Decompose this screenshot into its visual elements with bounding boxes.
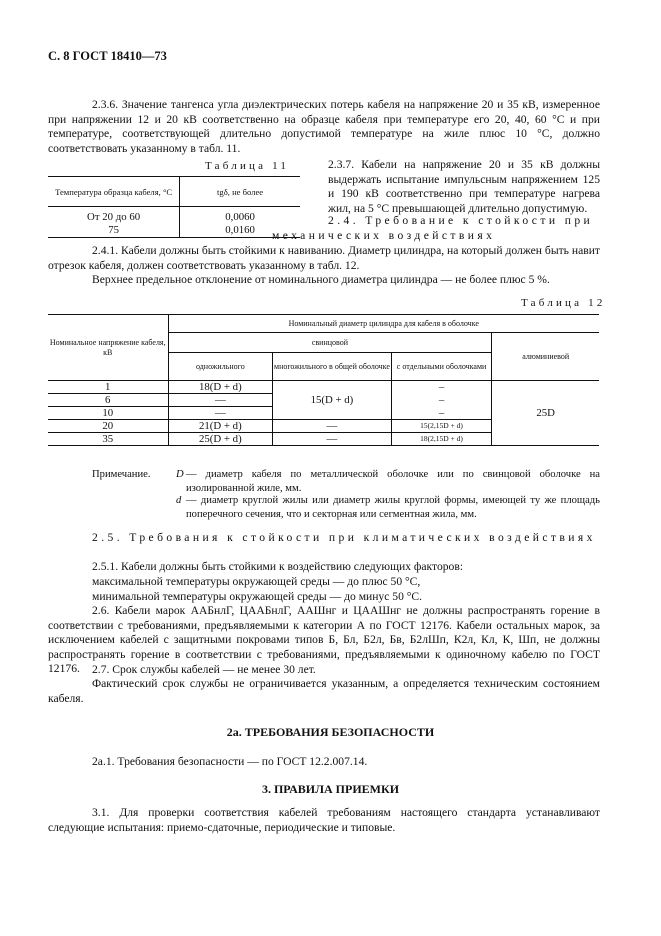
table-12-multi: — (273, 433, 392, 446)
table-12-separate: 18(2,15D + d) (391, 433, 492, 446)
section-2-4-heading: 2.4. Требование к стойкости при механических воздействиях (272, 214, 594, 242)
paragraph-2-5-1-max: максимальной температуры окружающей среды — до плюс 50 °С, (92, 575, 421, 588)
table-11-header-tg: tgδ, не более (217, 186, 264, 197)
paragraph-2-7-extra: Фактический срок службы не ограничивается указанным, а определяется техническим состоянием кабеля. (48, 677, 600, 705)
table-11-caption: Таблица 11 (205, 160, 290, 172)
table-12-single: 18(D + d) (168, 381, 273, 394)
paragraph-2-4-1-tolerance: Верхнее предельное отклонение от номинального диаметра цилиндра — не более плюс 5 %. (92, 273, 550, 286)
note-label: Примечание. (92, 469, 151, 480)
table-12-single: 25(D + d) (168, 433, 273, 446)
paragraph-2-3-6: 2.3.6. Значение тангенса угла диэлектрических потерь кабеля на напряжение 20 и 35 кВ, измеренное при напряжении 12 и 20 кВ соответственно на образце кабеля при температуре его 20, 40, 60 °С и при температуре, соответствующей длительно допустимой температуре на жиле плюс 10 °С, должно соответствовать указанному в табл. 11. (48, 98, 600, 155)
section-3-title: 3. ПРАВИЛА ПРИЕМКИ (261, 782, 400, 796)
table-12-separate: – (391, 381, 492, 394)
paragraph-2a-1: 2а.1. Требования безопасности — по ГОСТ 12.2.007.14. (92, 755, 368, 768)
note-symbol-d-cap: D (176, 469, 184, 480)
table-11-cell: От 20 до 60 (48, 207, 180, 224)
table-11-cell: 75 (48, 223, 180, 237)
table-12-voltage: 6 (48, 394, 168, 407)
table-12-single: 21(D + d) (168, 420, 273, 433)
section-2a-title: 2а. ТРЕБОВАНИЯ БЕЗОПАСНОСТИ (226, 725, 435, 739)
table-12-voltage: 10 (48, 407, 168, 420)
note-d-cap: — диаметр кабеля по металлической оболочке или по свинцовой оболочке на изолированной жиле, мм. (186, 469, 600, 494)
paragraph-2-5-1-min: минимальной температуры окружающей среды — до минус 50 °С. (92, 590, 423, 603)
table-12-voltage: 20 (48, 420, 168, 433)
table-12-header-multi: многожильного в общей оболочке (273, 353, 392, 381)
paragraph-2-4-1: 2.4.1. Кабели должны быть стойкими к навиванию. Диаметр цилиндра, на который должен быть навит отрезок кабеля, должен соответствовать указанному в табл. 12. (48, 244, 600, 272)
section-2-5-heading: 2.5. Требования к стойкости при климатических воздействиях (92, 531, 596, 544)
table-12-header-lead: свинцовой (168, 333, 492, 353)
table-12-header-single: одножильного (168, 353, 273, 381)
page-header: С. 8 ГОСТ 18410—73 (48, 49, 167, 63)
table-11-cell: 0,0060 (225, 211, 255, 223)
table-12-single: — (168, 407, 273, 420)
table-12-caption: Таблица 12 (521, 297, 606, 309)
table-12-multi: — (273, 420, 392, 433)
paragraph-2-6: 2.6. Кабели марок ААБнлГ, ЦААБнлГ, ААШнг и ЦААШнг не должны распространять горение в соответствии с требованиями, предъявляемыми к категории А по ГОСТ 12176. Кабели остальных марок, за исключением кабелей с защитными покровами типов Б, Бл, Б2л, Бв, Б2лШп, К2л, Кл, К, Шп, не должны распространять горение в соответствии с требованиями, предъявляемыми к одиночному кабелю по ГОСТ 12176. (48, 604, 600, 675)
note-d-small: — диаметр круглой жилы или диаметр жилы круглой формы, имеющей ту же площадь поперечного сечения, что и секторная или сегментная жила, мм. (186, 495, 600, 520)
paragraph-3-1: 3.1. Для проверки соответствия кабелей требованиям настоящего стандарта устанавливают следующие испытания: приемо-сдаточные, периодические и типовые. (48, 806, 600, 834)
table-12-multi-merged: 15(D + d) (273, 381, 392, 420)
paragraph-2-3-7: 2.3.7. Кабели на напряжение 20 и 35 кВ должны выдержать испытание импульсным напряжением 125 и 190 кВ соответственно при температуре нагрева жил, на 5 °С превышающей длительно допустимую. (328, 158, 600, 215)
table-11-header-temp: Температура образца кабеля, °С (48, 177, 180, 207)
table-12-voltage: 1 (48, 381, 168, 394)
paragraph-2-5-1: 2.5.1. Кабели должны быть стойкими к воздействию следующих факторов: (92, 560, 464, 573)
table-12-header-aluminium: алюминиевой (492, 333, 599, 381)
table-12-separate: – (391, 394, 492, 407)
table-11-cell: 0,0160 (225, 223, 255, 236)
table-11 (48, 176, 300, 238)
table-12 (48, 314, 599, 446)
table-12-separate: – (391, 407, 492, 420)
note-symbol-d-small: d (176, 495, 182, 506)
table-12-aluminium: 25D (492, 381, 599, 446)
table-12-header-voltage: Номинальное напряжение кабеля, кВ (48, 315, 168, 381)
table-12-header-diameter: Номинальный диаметр цилиндра для кабеля в оболочке (168, 315, 599, 333)
paragraph-2-7: 2.7. Срок службы кабелей — не менее 30 лет. (92, 663, 316, 676)
table-12-header-separate: с отдельными оболочками (391, 353, 492, 381)
table-12-separate: 15(2,15D + d) (391, 420, 492, 433)
table-12-voltage: 35 (48, 433, 168, 446)
table-12-single: — (168, 394, 273, 407)
